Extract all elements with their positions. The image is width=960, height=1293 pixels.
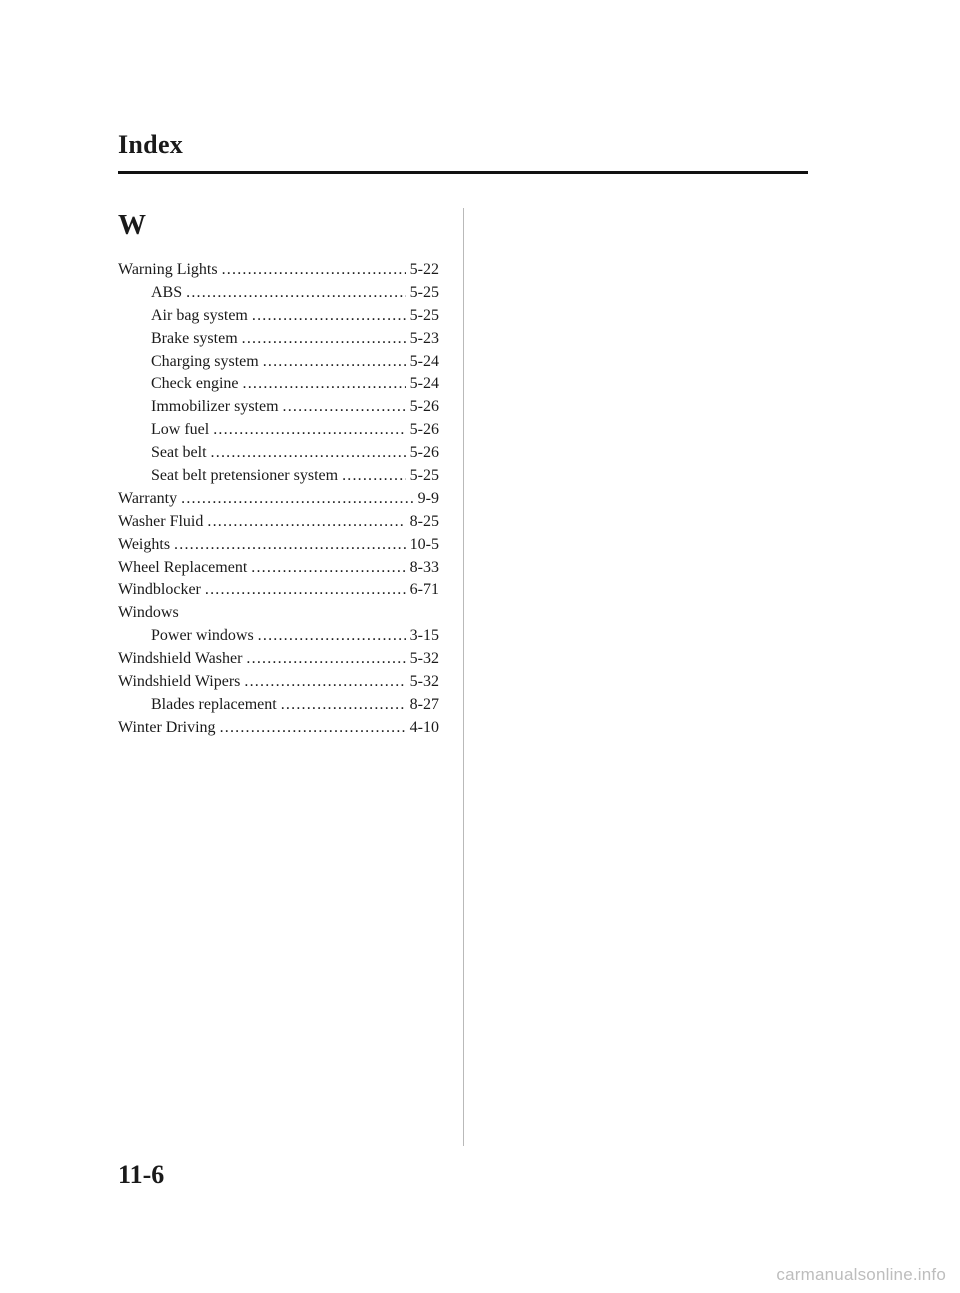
entry-page: 4-10 <box>409 718 439 736</box>
entry-page: 5-26 <box>409 398 439 416</box>
header-divider <box>118 171 808 174</box>
dot-leader <box>283 396 406 419</box>
index-entry-winter-driving <box>118 717 439 740</box>
entry-page: 5-32 <box>409 673 439 691</box>
entry-page: 10-5 <box>409 535 439 553</box>
entry-term: Windshield Washer <box>118 650 243 668</box>
dot-leader <box>281 694 406 717</box>
dot-leader <box>222 259 406 282</box>
entry-term: Seat belt pretensioner system <box>151 467 339 485</box>
entry-term: Windshield Wipers <box>118 673 241 691</box>
entry-term: Brake system <box>151 329 238 347</box>
entry-term: Warning Lights <box>118 261 218 278</box>
entry-page: 5-23 <box>409 329 439 347</box>
entry-term: Power windows <box>151 627 254 645</box>
index-entry-warranty <box>118 488 439 511</box>
index-entry-weights <box>118 534 439 557</box>
page-number: 11-6 <box>118 1160 165 1189</box>
entry-term: Check engine <box>151 375 239 393</box>
entry-page: 5-24 <box>409 375 439 393</box>
entry-term: Immobilizer system <box>151 398 279 416</box>
index-subentry-charging-system <box>118 351 439 374</box>
index-entry-washer-fluid <box>118 511 439 534</box>
dot-leader <box>213 419 405 442</box>
dot-leader <box>244 671 405 694</box>
entry-page: 5-26 <box>409 421 439 439</box>
entry-term: Warranty <box>118 489 178 507</box>
entry-term: Washer Fluid <box>118 512 204 530</box>
dot-leader <box>258 625 406 648</box>
entry-page: 8-33 <box>409 558 439 576</box>
dot-leader <box>174 534 406 557</box>
entry-page: 5-25 <box>409 467 439 485</box>
index-subentry-power-windows <box>118 625 439 648</box>
page-title: Index <box>118 130 184 159</box>
index-entry-list <box>118 259 439 740</box>
entry-term: Seat belt <box>151 444 207 462</box>
entry-term: Windows <box>118 604 179 622</box>
index-subentry-blades-replacement <box>118 694 439 717</box>
entry-page: 3-15 <box>409 627 439 645</box>
entry-page: 9-9 <box>417 489 439 507</box>
entry-page: 5-24 <box>409 352 439 370</box>
entry-page: 8-27 <box>409 695 439 713</box>
dot-leader <box>220 717 406 740</box>
entry-page: 6-71 <box>409 581 439 599</box>
entry-term: Low fuel <box>151 421 210 439</box>
entry-page: 5-25 <box>409 306 439 324</box>
entry-page: 5-22 <box>409 261 439 278</box>
column-divider <box>463 208 464 1146</box>
dot-leader <box>252 305 406 328</box>
index-subentry-abs <box>118 282 439 305</box>
dot-leader <box>342 465 406 488</box>
entry-page: 5-26 <box>409 444 439 462</box>
index-entry-windblocker <box>118 579 439 602</box>
index-subentry-seat-belt-pretensioner-system <box>118 465 439 488</box>
dot-leader <box>181 488 414 511</box>
dot-leader <box>246 648 405 671</box>
entry-term: Winter Driving <box>118 718 216 736</box>
dot-leader <box>207 511 405 534</box>
index-entry-warning-lights <box>118 259 439 282</box>
entry-term: Windblocker <box>118 581 201 599</box>
dot-leader <box>242 328 406 351</box>
dot-leader <box>205 579 406 602</box>
index-subentry-air-bag-system <box>118 305 439 328</box>
entry-term: Charging system <box>151 352 259 370</box>
watermark: carmanualsonline.info <box>776 1265 946 1284</box>
index-entry-windshield-washer <box>118 648 439 671</box>
dot-leader <box>243 373 406 396</box>
entry-page: 5-32 <box>409 650 439 668</box>
index-entry-windows <box>118 602 439 625</box>
dot-leader <box>211 442 406 465</box>
index-entry-wheel-replacement <box>118 557 439 580</box>
index-subentry-immobilizer-system <box>118 396 439 419</box>
section-letter: W <box>118 210 146 241</box>
entry-page: 5-25 <box>409 283 439 301</box>
dot-leader <box>186 282 406 305</box>
index-subentry-low-fuel <box>118 419 439 442</box>
index-subentry-check-engine <box>118 373 439 396</box>
index-subentry-seat-belt <box>118 442 439 465</box>
dot-leader <box>251 557 405 580</box>
entry-term: Air bag system <box>151 306 248 324</box>
entry-term: Wheel Replacement <box>118 558 248 576</box>
index-entry-windshield-wipers <box>118 671 439 694</box>
dot-leader <box>263 351 406 374</box>
index-subentry-brake-system <box>118 328 439 351</box>
entry-term: Blades replacement <box>151 695 277 713</box>
entry-page: 8-25 <box>409 512 439 530</box>
entry-term: ABS <box>151 283 183 301</box>
entry-term: Weights <box>118 535 171 553</box>
